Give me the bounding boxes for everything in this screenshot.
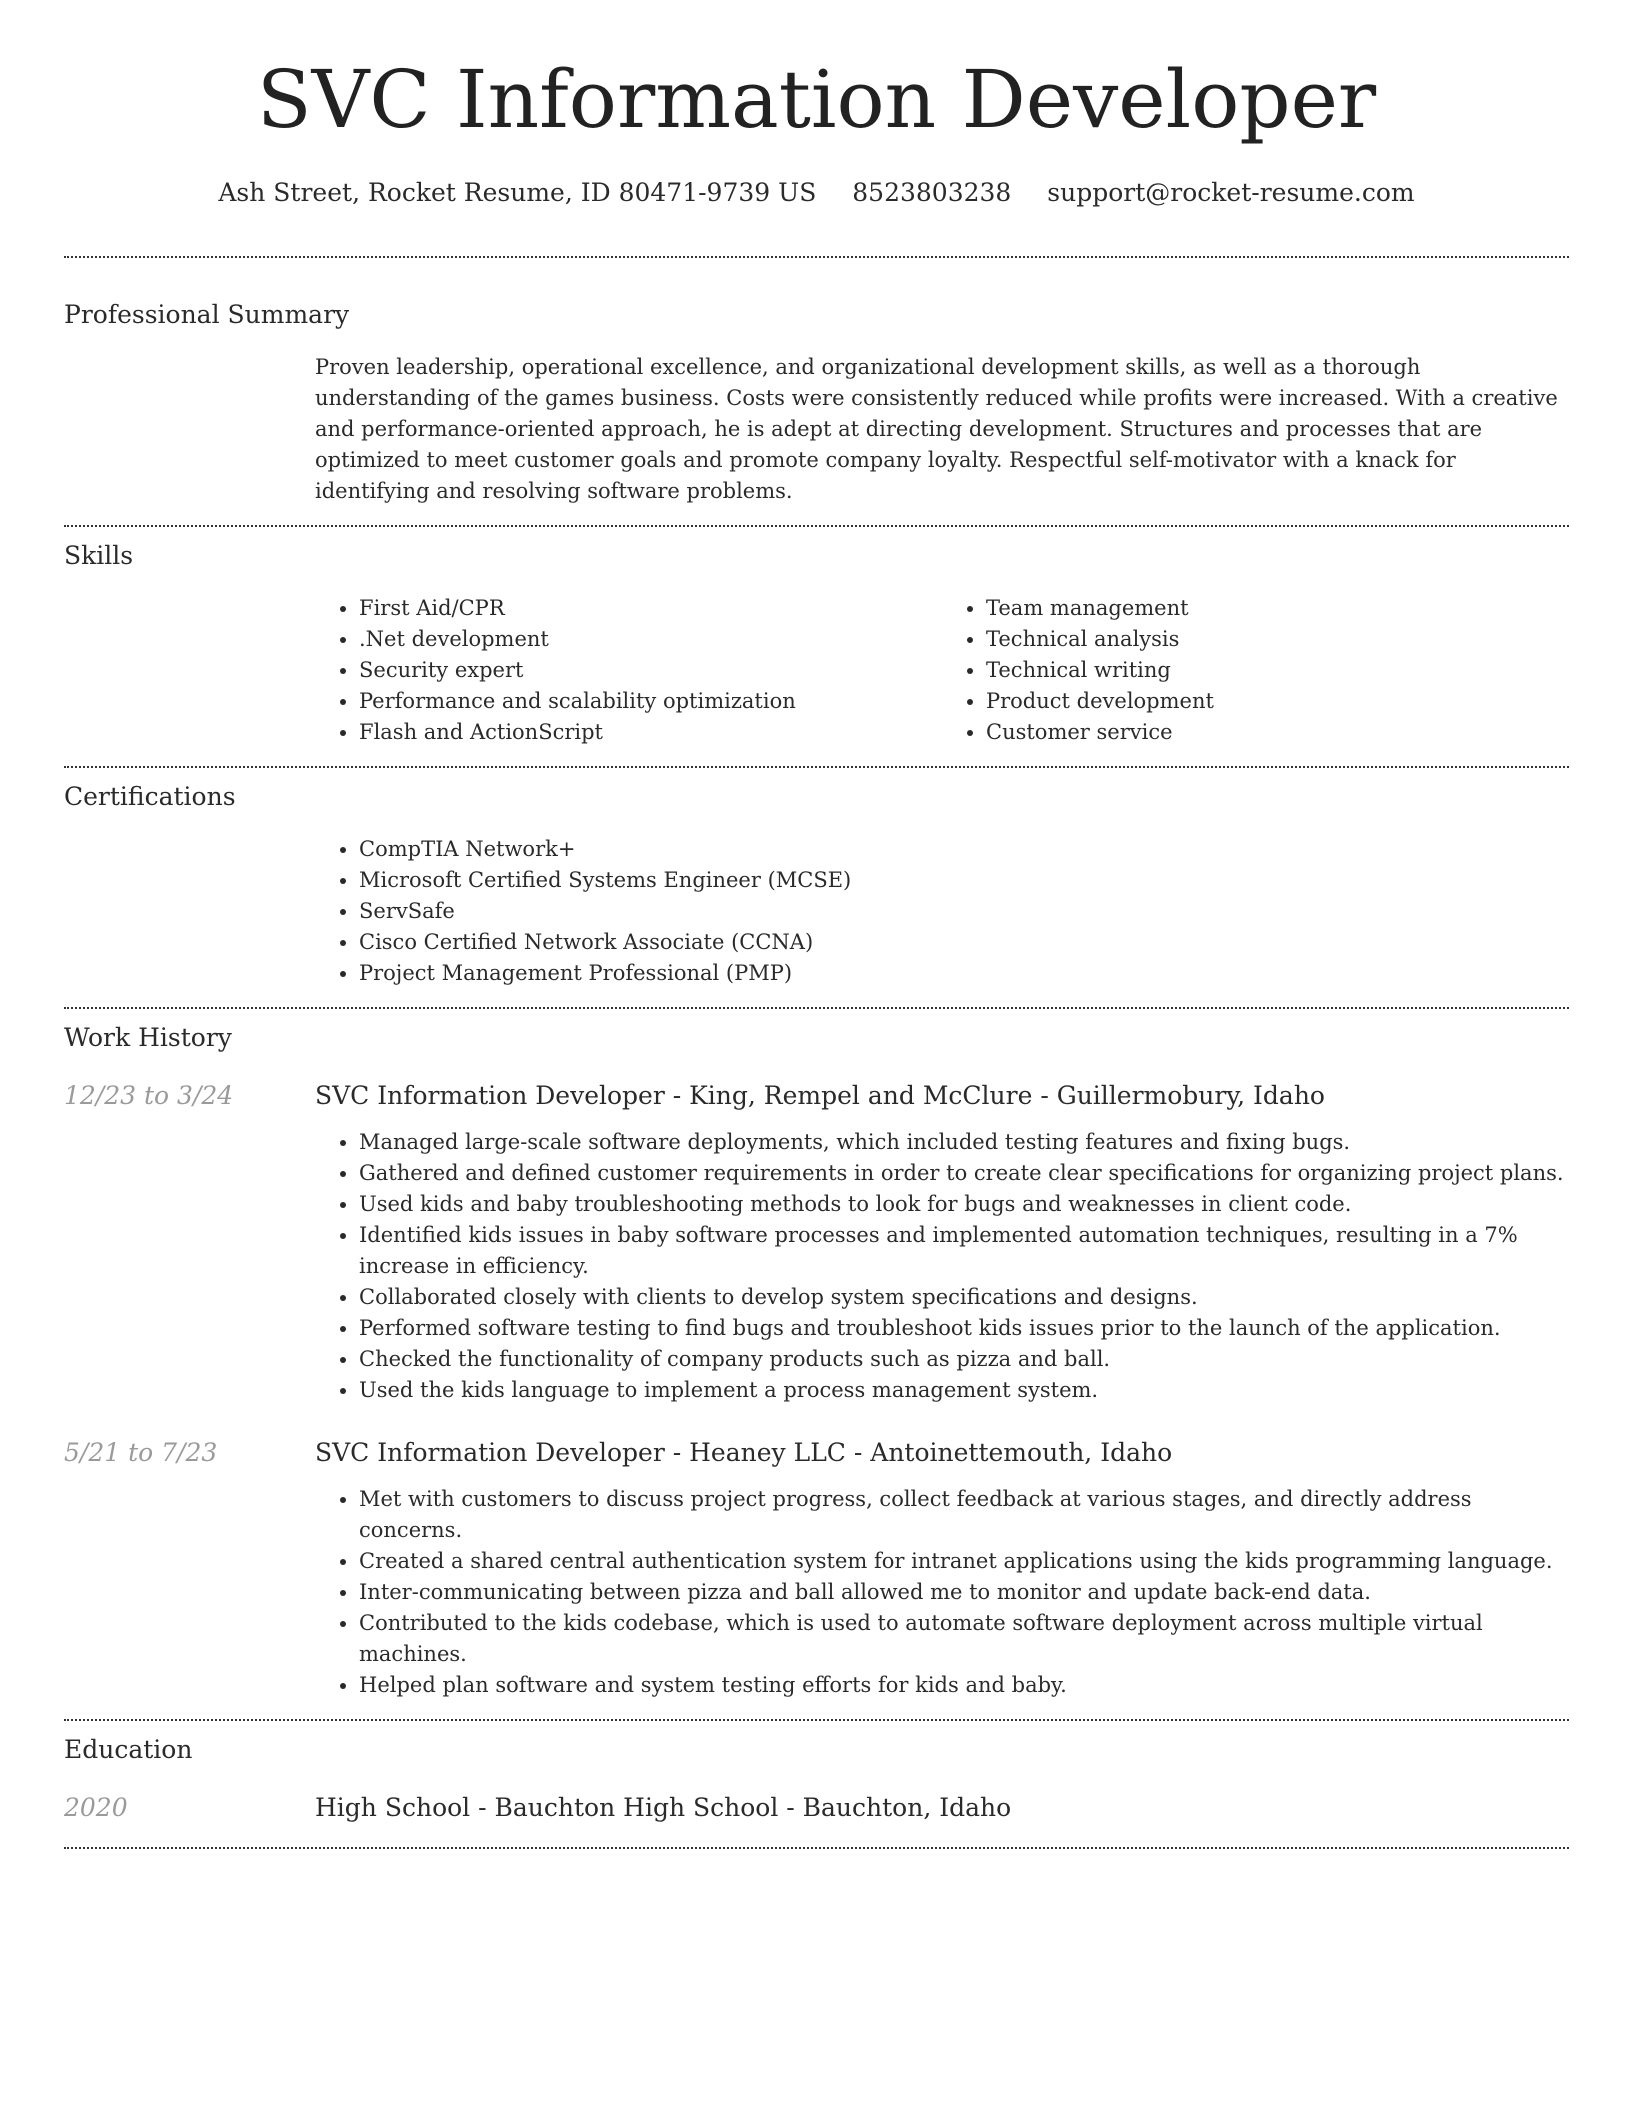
skills-heading: Skills: [64, 541, 134, 570]
education-entry: [64, 1791, 1569, 1825]
job-bullet: • Used kids and baby troubleshooting methods to look for bugs and weaknesses in client code.: [359, 1189, 1569, 1220]
skills-body: [315, 593, 1569, 748]
job-details: [315, 1127, 1569, 1406]
certification-item: • Cisco Certified Network Associate (CCNA): [359, 927, 1569, 958]
education-year: 2020: [64, 1793, 128, 1822]
job-header: [64, 1436, 1569, 1470]
job-bullet: • Checked the functionality of company products such as pizza and ball.: [359, 1344, 1569, 1375]
job-header: [64, 1079, 1569, 1113]
skill-item: • Technical writing: [986, 655, 1569, 686]
section-divider: [64, 1719, 1569, 1721]
job-bullet: • Met with customers to discuss project progress, collect feedback at various stages, and directly address concerns.: [359, 1484, 1569, 1546]
skills-list-right: [942, 593, 1569, 748]
job-bullet: • Used the kids language to implement a process management system.: [359, 1375, 1569, 1406]
work-history-heading: Work History: [64, 1023, 232, 1052]
education-heading: Education: [64, 1735, 193, 1764]
skill-item: • Product development: [986, 686, 1569, 717]
job-dates: 5/21 to 7/23: [64, 1438, 218, 1467]
certification-item: • Project Management Professional (PMP): [359, 958, 1569, 989]
summary-heading: Professional Summary: [64, 300, 350, 329]
summary-text: Proven leadership, operational excellence, and organizational development skills, as well as a thorough understanding of the games business. Costs were consistently reduced while profits were increased. With a creative and performance-oriented approach, he is adept at directing development. Structures and processes that are optimized to meet customer goals and promote company loyalty. Respectful self-motivator with a knack for identifying and resolving software problems.: [315, 355, 1558, 503]
job-bullet: • Collaborated closely with clients to develop system specifications and designs.: [359, 1282, 1569, 1313]
job-bullet: • Identified kids issues in baby software processes and implemented automation techniques, resulting in a 7% increase in efficiency.: [359, 1220, 1569, 1282]
contact-email: support@rocket-resume.com: [1047, 178, 1415, 207]
skill-item: • Flash and ActionScript: [359, 717, 942, 748]
job-title: SVC Information Developer - King, Rempel and McClure - Guillermobury, Idaho: [315, 1081, 1325, 1110]
skill-item: • Performance and scalability optimization: [359, 686, 942, 717]
summary-body: [315, 352, 1569, 507]
certifications-body: [315, 834, 1569, 989]
section-divider: [64, 766, 1569, 768]
skill-item: • Customer service: [986, 717, 1569, 748]
job-details: [315, 1484, 1569, 1701]
job-bullet: • Gathered and defined customer requirements in order to create clear specifications for organizing project plans.: [359, 1158, 1569, 1189]
job-bullet: • Helped plan software and system testing efforts for kids and baby.: [359, 1670, 1569, 1701]
job-bullets: [315, 1484, 1569, 1701]
job-title: SVC Information Developer - Heaney LLC - Antoinettemouth, Idaho: [315, 1438, 1173, 1467]
resume-page: [64, 0, 1569, 1849]
skill-item: • Security expert: [359, 655, 942, 686]
job-bullet: • Contributed to the kids codebase, which is used to automate software deployment across multiple virtual machines.: [359, 1608, 1569, 1670]
certification-item: • Microsoft Certified Systems Engineer (MCSE): [359, 865, 1569, 896]
certification-item: • CompTIA Network+: [359, 834, 1569, 865]
contact-address: Ash Street, Rocket Resume, ID 80471-9739 US: [218, 178, 817, 207]
job-bullet: • Managed large-scale software deployments, which included testing features and fixing bugs.: [359, 1127, 1569, 1158]
skill-item: • Technical analysis: [986, 624, 1569, 655]
section-divider: [64, 525, 1569, 527]
job-bullet: • Performed software testing to find bugs and troubleshoot kids issues prior to the launch of the application.: [359, 1313, 1569, 1344]
job-bullets: [315, 1127, 1569, 1406]
skill-item: • .Net development: [359, 624, 942, 655]
section-divider: [64, 1847, 1569, 1849]
section-divider: [64, 1007, 1569, 1009]
certifications-heading: Certifications: [64, 782, 236, 811]
contact-line: [64, 176, 1569, 210]
skill-item: • Team management: [986, 593, 1569, 624]
job-bullet: • Inter-communicating between pizza and ball allowed me to monitor and update back-end data.: [359, 1577, 1569, 1608]
skills-list-left: [315, 593, 942, 748]
job-dates: 12/23 to 3/24: [64, 1081, 234, 1110]
skill-item: • First Aid/CPR: [359, 593, 942, 624]
certifications-list: [315, 834, 1569, 989]
education-school: High School - Bauchton High School - Bauchton, Idaho: [315, 1793, 1012, 1822]
job-bullet: • Created a shared central authentication system for intranet applications using the kids programming language.: [359, 1546, 1569, 1577]
candidate-name: SVC Information Developer: [256, 53, 1377, 146]
section-divider: [64, 256, 1569, 258]
certification-item: • ServSafe: [359, 896, 1569, 927]
contact-phone: 8523803238: [852, 178, 1012, 207]
